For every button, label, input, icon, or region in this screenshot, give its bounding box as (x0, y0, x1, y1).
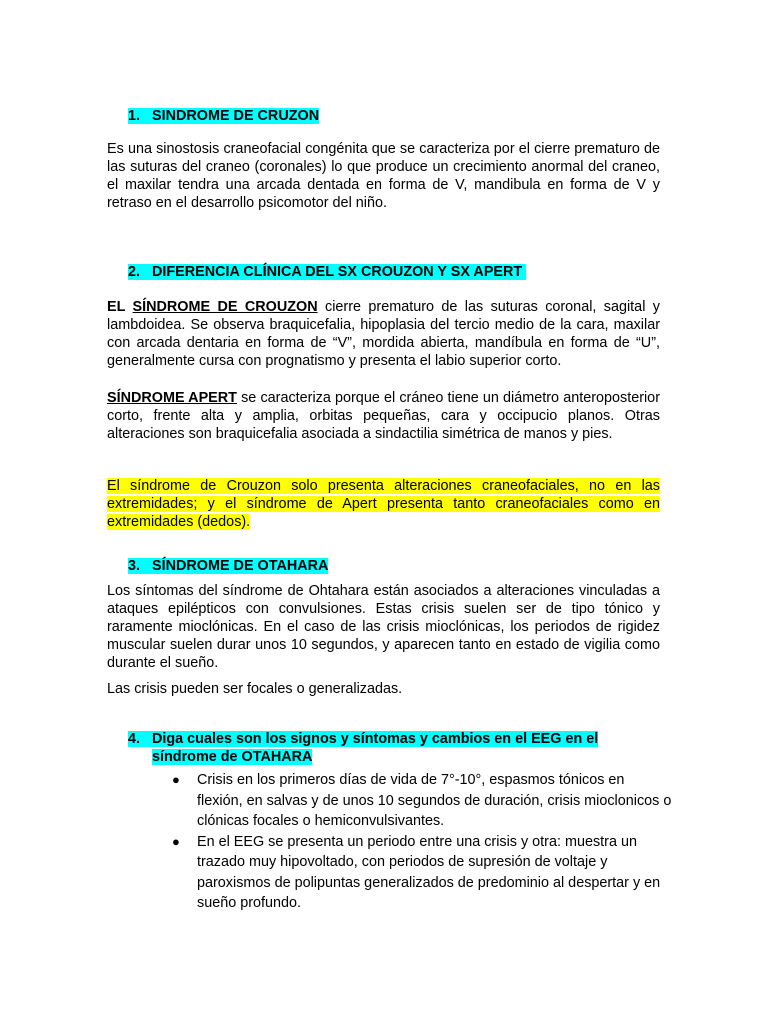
section-3-body: Los síntomas del síndrome de Ohtahara están asociados a alteraciones vinculadas a ataques epilépticos con convulsiones. Estas crisis suelen ser de tipo tónico y raramente mioclónicas. En el caso de las crisis mioclónicas, los periodos de rigidez muscular suelen durar unos 10 segundos, y aparecen tanto en estado de vigilia como durante el sueño. (107, 583, 660, 671)
apert-text: se caracteriza porque el cráneo tiene un diámetro anteroposterior corto, frente alta y amplia, orbitas pequeñas, cara y occipucio planos. Otras alteraciones son braquicefalia asociada a sindactilia simétrica de manos y pies. (107, 390, 660, 442)
section-4-bullet-list (172, 770, 672, 914)
section-1-number: 1. (128, 108, 141, 124)
apert-lead: SÍNDROME APERT (107, 390, 237, 406)
apert-paragraph (107, 389, 660, 443)
section-1-title: SINDROME DE CRUZON (152, 108, 320, 124)
bullet-text: Crisis en los primeros días de vida de 7°-10°, espasmos tónicos en flexión, en salvas y de unos 10 segundos de duración, crisis mioclonicos o clónicas focales o hemiconvulsivantes. (197, 772, 672, 829)
section-4-number: 4. (128, 731, 141, 747)
section-4-heading (128, 730, 648, 766)
section-3-heading (128, 557, 328, 575)
crouzon-paragraph (107, 298, 660, 370)
section-3-body-2: Las crisis pueden ser focales o generalizadas. (107, 681, 403, 697)
section-2-highlight (128, 264, 526, 280)
crouzon-prefix: EL (107, 299, 133, 315)
bullet-icon: ● (172, 833, 180, 849)
section-4-highlight-1 (128, 731, 598, 747)
comparison-paragraph (107, 477, 660, 531)
section-1-body: Es una sinostosis craneofacial congénita que se caracteriza por el cierre prematuro de las suturas del craneo (coronales) lo que produce un crecimiento anormal del craneo, el maxilar tendra una arcada dentada en forma de V, mandibula en forma de V y retraso en el desarrollo psicomotor del niño. (107, 141, 660, 211)
section-3-title: SÍNDROME DE OTAHARA (152, 558, 329, 574)
section-4-title-line-1: Diga cuales son los signos y síntomas y cambios en el EEG en el (152, 731, 599, 747)
section-2-number: 2. (128, 264, 141, 280)
section-1-highlight (128, 108, 319, 124)
bullet-item (172, 832, 672, 914)
section-1-heading (128, 107, 319, 125)
section-2-title: DIFERENCIA CLÍNICA DEL SX CROUZON Y SX APERT (152, 264, 523, 280)
bullet-icon: ● (172, 772, 180, 787)
bullet-item (172, 770, 672, 832)
crouzon-lead: SÍNDROME DE CROUZON (132, 299, 318, 315)
section-2-heading (128, 263, 526, 281)
section-4-title-line-2: síndrome de OTAHARA (152, 749, 313, 765)
comparison-highlight: El síndrome de Crouzon solo presenta alteraciones craneofaciales, no en las extremidades; y el síndrome de Apert presenta tanto craneofaciales como en extremidades (dedos). (107, 478, 660, 530)
section-3-number: 3. (128, 558, 141, 574)
bullet-text: En el EEG se presenta un periodo entre una crisis y otra: muestra un trazado muy hipovoltado, con periodos de supresión de voltaje y paroxismos de polipuntas generalizados de predominio al despertar y en sueño profundo. (197, 833, 661, 911)
section-4-title-cont (128, 748, 648, 766)
section-3-highlight (128, 558, 328, 574)
crouzon-text: cierre prematuro de las suturas coronal, sagital y lambdoidea. Se observa braquicefalia, hipoplasia del tercio medio de la cara, maxilar con arcada dentaria en forma de “V”, mordida abierta, mandíbula en forma de “U”, generalmente cursa con prognatismo y presenta el labio superior corto. (107, 299, 660, 369)
